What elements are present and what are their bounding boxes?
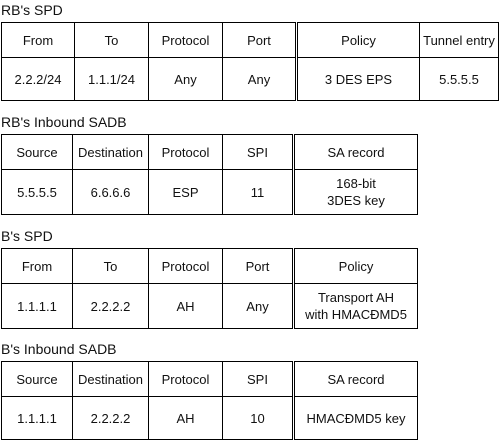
b-sadb-table bbox=[1, 361, 418, 440]
rb-sadb-table bbox=[1, 134, 418, 215]
header-destination: Destination bbox=[73, 135, 149, 170]
header-sa-record: SA record bbox=[294, 135, 418, 170]
cell-sa-record: HMACĐMD5 key bbox=[294, 397, 418, 440]
cell-protocol: ESP bbox=[149, 170, 223, 215]
b-sadb-title: B's Inbound SADB bbox=[1, 341, 117, 357]
header-from: From bbox=[2, 23, 75, 58]
table-header-row bbox=[2, 135, 418, 170]
header-spi: SPI bbox=[223, 362, 294, 397]
cell-destination: 2.2.2.2 bbox=[73, 397, 149, 440]
cell-to: 1.1.1/24 bbox=[75, 58, 149, 101]
header-protocol: Protocol bbox=[149, 135, 223, 170]
cell-port: Any bbox=[223, 58, 297, 101]
cell-source: 5.5.5.5 bbox=[2, 170, 73, 215]
cell-protocol: AH bbox=[149, 397, 223, 440]
cell-spi: 11 bbox=[223, 170, 294, 215]
cell-protocol: Any bbox=[149, 58, 223, 101]
cell-spi: 10 bbox=[223, 397, 294, 440]
header-destination: Destination bbox=[73, 362, 149, 397]
table-row bbox=[2, 284, 418, 329]
header-port: Port bbox=[223, 249, 294, 284]
header-source: Source bbox=[2, 135, 73, 170]
cell-policy: 3 DES EPS bbox=[297, 58, 420, 101]
rb-spd-title: RB's SPD bbox=[1, 2, 63, 18]
header-protocol: Protocol bbox=[149, 23, 223, 58]
table-row bbox=[2, 58, 499, 101]
cell-from: 2.2.2/24 bbox=[2, 58, 75, 101]
header-sa-record: SA record bbox=[294, 362, 418, 397]
header-policy: Policy bbox=[294, 249, 418, 284]
b-spd-title: B's SPD bbox=[1, 228, 53, 244]
header-to: To bbox=[73, 249, 149, 284]
cell-sa-record: 168-bit 3DES key bbox=[294, 170, 418, 215]
cell-to: 2.2.2.2 bbox=[73, 284, 149, 329]
cell-policy: Transport AH with HMACĐMD5 bbox=[294, 284, 418, 329]
header-from: From bbox=[2, 249, 73, 284]
cell-from: 1.1.1.1 bbox=[2, 284, 73, 329]
table-header-row bbox=[2, 362, 418, 397]
b-spd-table bbox=[1, 248, 418, 329]
table-header-row bbox=[2, 249, 418, 284]
header-protocol: Protocol bbox=[149, 362, 223, 397]
cell-port: Any bbox=[223, 284, 294, 329]
table-row bbox=[2, 397, 418, 440]
header-policy: Policy bbox=[297, 23, 420, 58]
rb-spd-table bbox=[1, 22, 499, 101]
header-spi: SPI bbox=[223, 135, 294, 170]
cell-destination: 6.6.6.6 bbox=[73, 170, 149, 215]
header-protocol: Protocol bbox=[149, 249, 223, 284]
header-port: Port bbox=[223, 23, 297, 58]
cell-protocol: AH bbox=[149, 284, 223, 329]
rb-sadb-title: RB's Inbound SADB bbox=[1, 114, 127, 130]
cell-source: 1.1.1.1 bbox=[2, 397, 73, 440]
header-source: Source bbox=[2, 362, 73, 397]
header-to: To bbox=[75, 23, 149, 58]
cell-tunnel-entry: 5.5.5.5 bbox=[420, 58, 499, 101]
table-header-row bbox=[2, 23, 499, 58]
table-row bbox=[2, 170, 418, 215]
header-tunnel-entry: Tunnel entry bbox=[420, 23, 499, 58]
